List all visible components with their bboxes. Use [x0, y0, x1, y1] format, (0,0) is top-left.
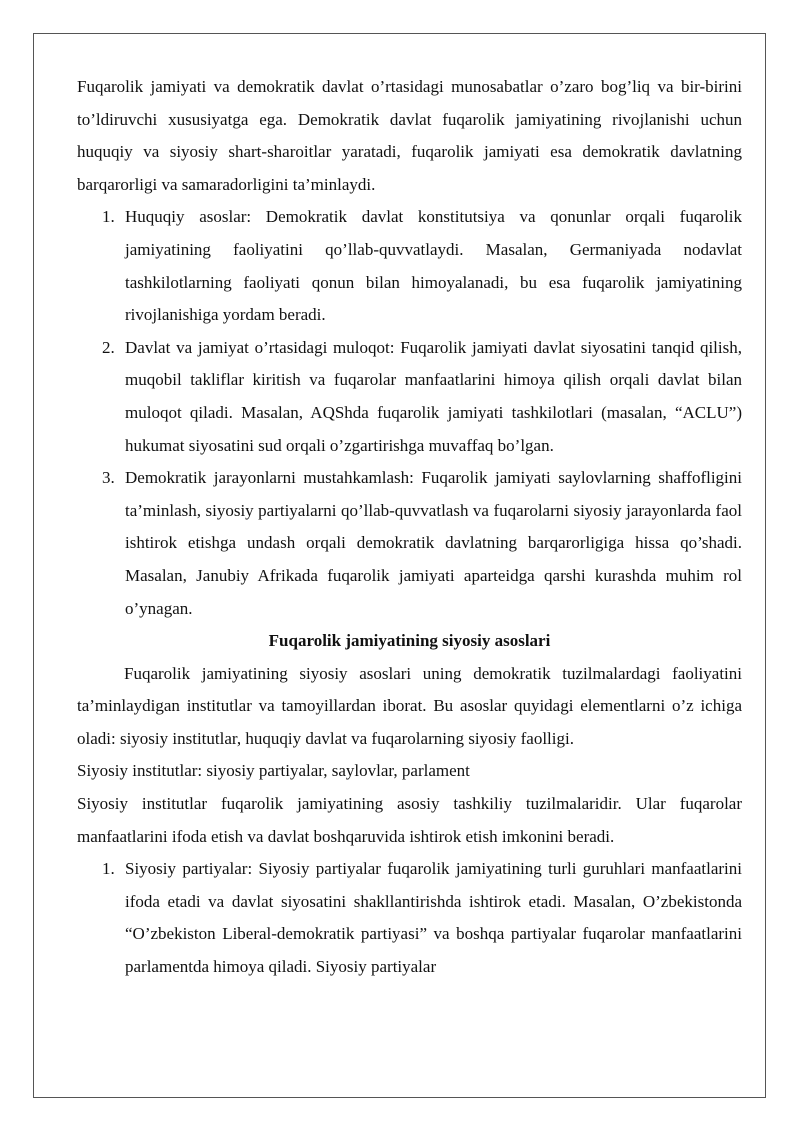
list-item — [77, 462, 742, 625]
institutions-list — [77, 853, 742, 983]
relations-list — [77, 201, 742, 625]
document-body — [77, 71, 742, 984]
list-item-number: 1. — [102, 859, 115, 879]
intro-paragraph: Fuqarolik jamiyati va demokratik davlat o’rtasidagi munosabatlar o’zaro bog’liq va bir-birini to’ldiruvchi xususiyatga ega. Demokratik davlat fuqarolik jamiyatining rivojlanishi uchun huquqiy va siyosiy shart-sharoitlar yaratadi, fuqarolik jamiyati esa demokratik davlatning barqarorligi va samaradorligini ta’minlaydi. — [77, 77, 742, 194]
institutions-paragraph: Siyosiy institutlar fuqarolik jamiyatining asosiy tashkiliy tuzilmalaridir. Ular fuqarolar manfaatlarini ifoda etish va davlat boshqaruvida ishtirok etish imkonini beradi. — [77, 794, 742, 846]
section-paragraph: Fuqarolik jamiyatining siyosiy asoslari uning demokratik tuzilmalardagi faoliyatini ta’minlaydigan institutlar va tamoyillardan iborat. Bu asoslar quyidagi elementlarni o’z ichiga oladi: siyosiy institutlar, huquqiy davlat va fuqarolarning siyosiy faolligi. — [77, 663, 742, 748]
list-item — [77, 332, 742, 462]
section-heading: Fuqarolik jamiyatining siyosiy asoslari — [268, 631, 551, 651]
list-item-number: 2. — [102, 337, 115, 357]
list-item — [77, 201, 742, 331]
list-item-text: Siyosiy partiyalar: Siyosiy partiyalar fuqarolik jamiyatining turli guruhlari manfaatlarini ifoda etadi va davlat siyosatini shakllantirishda ishtirok etadi. Masalan, O’zbekistonda “O’zbekiston Liberal-demokratik partiyasi” va boshqa partiyalar fuqarolar manfaatlarini parlamentda himoya qiladi. Siyosiy partiyalar — [125, 859, 742, 977]
list-item-text: Huquqiy asoslar: Demokratik davlat konstitutsiya va qonunlar orqali fuqarolik jamiyatining faoliyatini qo’llab-quvvatlaydi. Masalan, Germaniyada nodavlat tashkilotlarning faoliyati qonun bilan himoyalanadi, bu esa fuqarolik jamiyatining rivojlanishiga yordam beradi. — [125, 207, 742, 325]
list-item-number: 1. — [102, 207, 115, 227]
list-item — [77, 853, 742, 983]
list-item-text: Davlat va jamiyat o’rtasidagi muloqot: Fuqarolik jamiyati davlat siyosatini tanqid qilish, muqobil takliflar kiritish va fuqarolar manfaatlarini himoya qilish orqali davlat bilan muloqot qiladi. Masalan, AQShda fuqarolik jamiyati tashkilotlari (masalan, “ACLU”) hukumat siyosatini sud orqali o’zgartirishga muvaffaq bo’lgan. — [125, 337, 742, 455]
list-item-text: Demokratik jarayonlarni mustahkamlash: Fuqarolik jamiyati saylovlarning shaffofligini ta’minlash, siyosiy partiyalarni qo’llab-quvvatlash va fuqarolarni siyosiy jarayonlarda faol ishtirok etishga undash orqali demokratik davlatning barqarorligiga hissa qo’shadi. Masalan, Janubiy Afrikada fuqarolik jamiyati aparteidga qarshi kurashda muhim rol o’ynagan. — [125, 468, 742, 618]
list-item-number: 3. — [102, 468, 115, 488]
subheading-line: Siyosiy institutlar: siyosiy partiyalar, saylovlar, parlament — [77, 761, 470, 781]
